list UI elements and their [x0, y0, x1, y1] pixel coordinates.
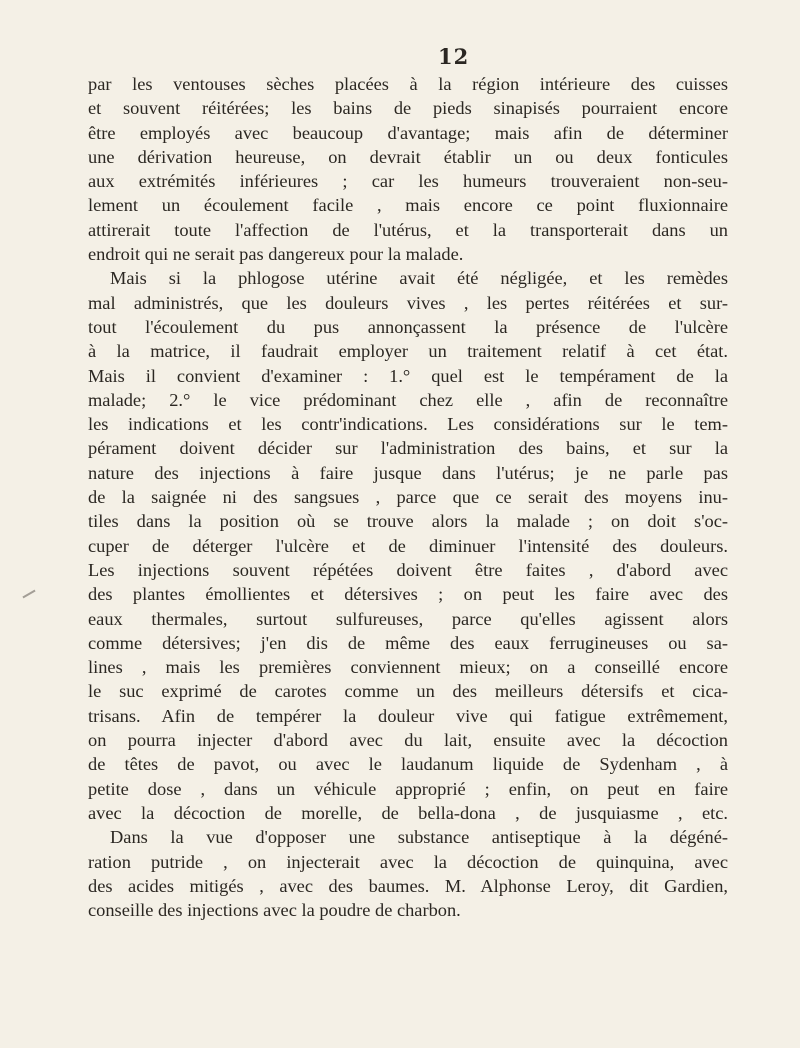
- text-line: et souvent réitérées; les bains de pieds sinapisés pourraient encore: [88, 98, 728, 119]
- text-line: pérament doivent décider sur l'administration des bains, et sur la: [88, 438, 728, 459]
- text-line: conseille des injections avec la poudre de charbon.: [88, 900, 461, 921]
- paragraph-start-line: Dans la vue d'opposer une substance antiseptique à la dégéné-: [110, 827, 728, 848]
- text-line: une dérivation heureuse, on devrait établir un ou deux fonticules: [88, 146, 728, 167]
- text-line: trisans. Afin de tempérer la douleur vive qui fatigue extrêmement,: [88, 705, 728, 726]
- text-line: les indications et les contr'indications. Les considérations sur le tem-: [88, 414, 728, 435]
- paragraph-start-line: Mais si la phlogose utérine avait été négligée, et les remèdes: [110, 268, 728, 289]
- margin-mark: [22, 590, 35, 599]
- text-line: lement un écoulement facile , mais encore ce point fluxionnaire: [88, 195, 728, 216]
- text-line: on pourra injecter d'abord avec du lait, ensuite avec la décoction: [88, 730, 728, 751]
- text-line: de la saignée ni des sangsues , parce que ce serait des moyens inu-: [88, 487, 728, 508]
- text-line: nature des injections à faire jusque dans l'utérus; je ne parle pas: [88, 462, 728, 483]
- text-line: être employés avec beaucoup d'avantage; mais afin de déterminer: [88, 122, 728, 143]
- text-line: ration putride , on injecterait avec la décoction de quinquina, avec: [88, 851, 728, 872]
- text-line: comme détersives; j'en dis de même des eaux ferrugineuses ou sa-: [88, 632, 728, 653]
- text-line: Les injections souvent répétées doivent être faites , d'abord avec: [88, 559, 728, 580]
- text-line: malade; 2.° le vice prédominant chez elle , afin de reconnaître: [88, 389, 728, 410]
- body-text: [88, 72, 728, 922]
- text-line: des plantes émollientes et détersives ; on peut les faire avec des: [88, 584, 728, 605]
- text-line: tiles dans la position où se trouve alors la malade ; on doit s'oc-: [88, 511, 728, 532]
- text-line: petite dose , dans un véhicule approprié ; enfin, on peut en faire: [88, 778, 728, 799]
- text-line: lines , mais les premières conviennent mieux; on a conseillé encore: [88, 657, 728, 678]
- text-line: avec la décoction de morelle, de bella-dona , de jusquiasme , etc.: [88, 802, 728, 823]
- text-line: par les ventouses sèches placées à la région intérieure des cuisses: [88, 74, 728, 94]
- text-line: tout l'écoulement du pus annonçassent la présence de l'ulcère: [88, 316, 728, 337]
- text-line: aux extrémités inférieures ; car les humeurs trouveraient non-seu-: [88, 171, 728, 192]
- text-line: attirerait toute l'affection de l'utérus, et la transporterait dans un: [88, 219, 728, 240]
- text-line: Mais il convient d'examiner : 1.° quel est le tempérament de la: [88, 365, 728, 386]
- text-line: des acides mitigés , avec des baumes. M. Alphonse Leroy, dit Gardien,: [88, 875, 728, 896]
- text-line: de têtes de pavot, ou avec le laudanum liquide de Sydenham , à: [88, 754, 728, 775]
- text-line: le suc exprimé de carotes comme un des meilleurs détersifs et cica-: [88, 681, 728, 702]
- text-line: cuper de déterger l'ulcère et de diminuer l'intensité des douleurs.: [88, 535, 728, 556]
- text-line: mal administrés, que les douleurs vives , les pertes réitérées et sur-: [88, 292, 728, 313]
- page-number: 12: [438, 44, 470, 69]
- text-line: endroit qui ne serait pas dangereux pour la malade.: [88, 244, 464, 265]
- text-line: à la matrice, il faudrait employer un traitement relatif à cet état.: [88, 341, 728, 362]
- text-line: eaux thermales, surtout sulfureuses, parce qu'elles agissent alors: [88, 608, 728, 629]
